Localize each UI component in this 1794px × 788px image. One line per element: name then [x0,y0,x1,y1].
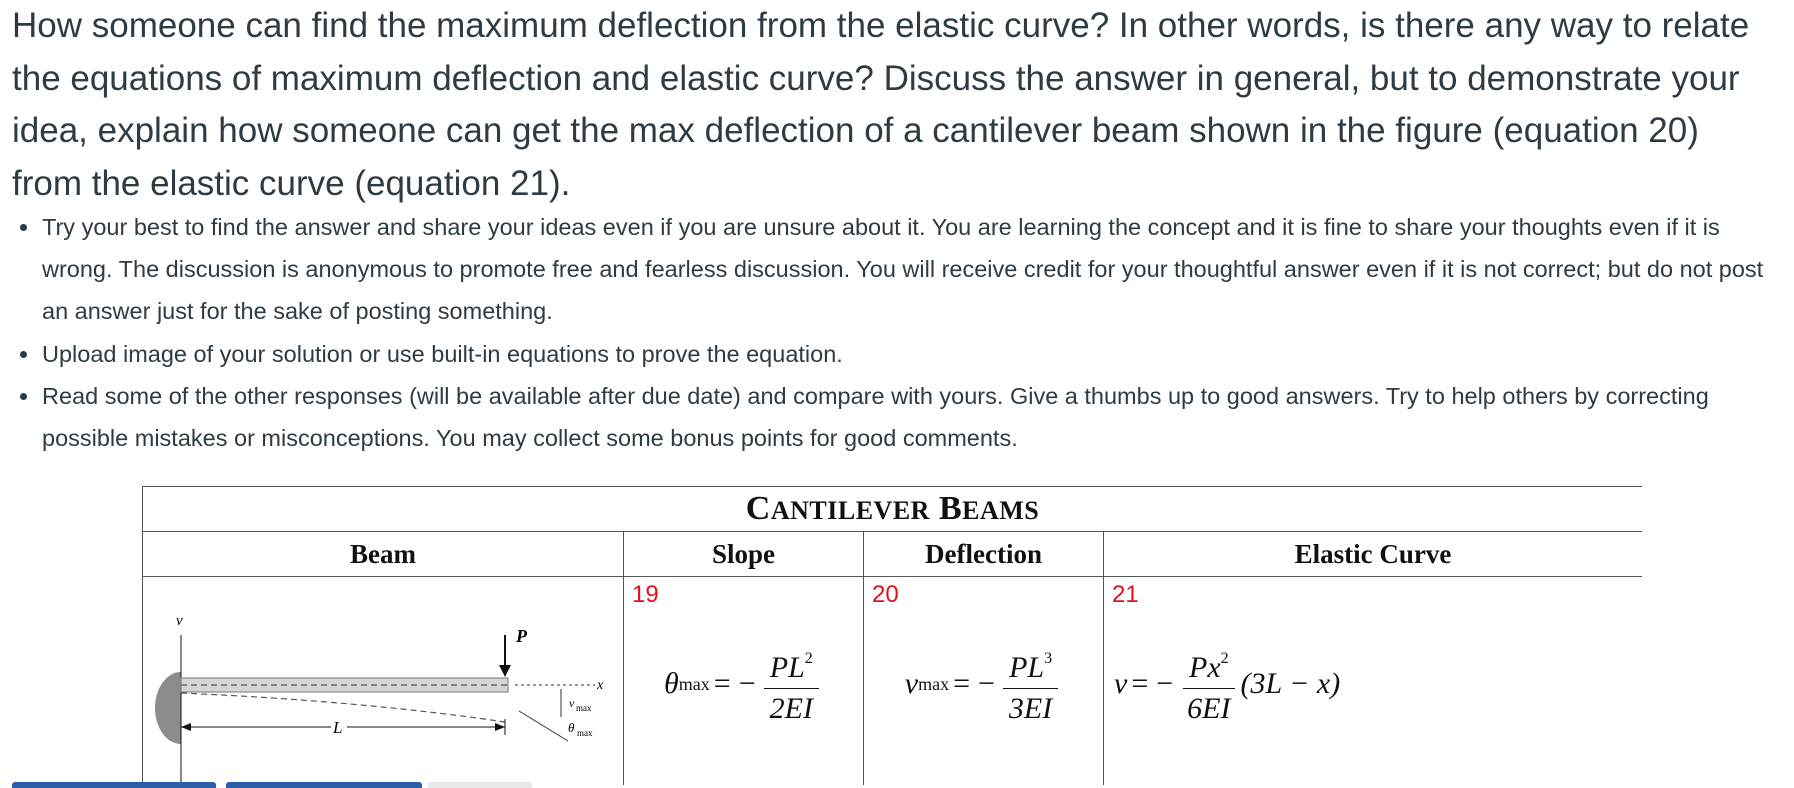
svg-text:max: max [576,703,592,713]
header-deflection: Deflection [864,532,1104,577]
deflection-cell [864,577,1104,786]
table-title: CANTILEVER BEAMS [143,487,1643,532]
bullet-text: Read some of the other responses (will be available after due date) and compare with yours. Give a thumbs up to good answers. Try to help others by correcting possible mistakes or misconceptions. You may collect some bonus points for good comments. [42,382,1709,452]
list-item [12,206,1782,333]
cantilever-beams-figure [142,486,1642,785]
slope-cell [624,577,864,786]
bullet-text: Try your best to find the answer and share your ideas even if you are unsure about it. You are learning the concept and it is fine to share your thoughts even if it is wrong. The discussion is anonymous to promote free and fearless discussion. You will receive credit for your thoughtful answer even if it is not correct; but do not post an answer just for the sake of posting something. [42,214,1764,325]
instructions-list [12,206,1782,459]
bullet-icon [20,351,27,358]
svg-text:max: max [577,728,593,738]
cantilever-beams-table [142,486,1642,785]
bullet-text: Upload image of your solution or use built-in equations to prove the equation. [42,340,843,367]
wall-support [155,672,181,744]
toolbar-button[interactable] [226,782,422,788]
toolbar-button[interactable] [428,782,532,788]
svg-text:θ: θ [568,720,575,735]
header-slope: Slope [624,532,864,577]
svg-text:L: L [333,718,343,737]
elastic-curve-cell [1104,577,1643,786]
svg-text:P: P [516,626,527,646]
question-text: How someone can find the maximum deflection from the elastic curve? In other words, is there any way to relate the equations of maximum deflection and elastic curve? Discuss the answer in general, but to demonstrate your idea, explain how someone can get the max deflection of a cantilever beam shown in the figure (equation 20) from the elastic curve (equation 21). [12,6,1750,203]
equation-number: 20 [872,581,899,608]
equation-number: 21 [1112,581,1139,608]
beam-diagram-cell [143,577,624,786]
svg-text:v: v [569,696,575,710]
slope-equation: θ max = − $\frac{PL^2}{2EI}$ [624,641,863,727]
deflection-equation: v max = − $\frac{PL^3}{3EI}$ [864,641,1103,727]
cantilever-beam-diagram [143,577,624,784]
list-item [12,375,1782,459]
bullet-icon [20,224,27,231]
list-item [12,333,1782,375]
elastic-curve-equation: v = − $\frac{Px^2}{6EI}$ (3L − x) [1104,641,1642,727]
axis-v-label: v [176,613,183,629]
bullet-icon [20,393,27,400]
toolbar-button[interactable] [12,782,216,788]
svg-text:x: x [597,678,604,693]
header-beam: Beam [143,532,624,577]
equation-number: 19 [632,581,659,608]
header-elastic-curve: Elastic Curve [1104,532,1643,577]
